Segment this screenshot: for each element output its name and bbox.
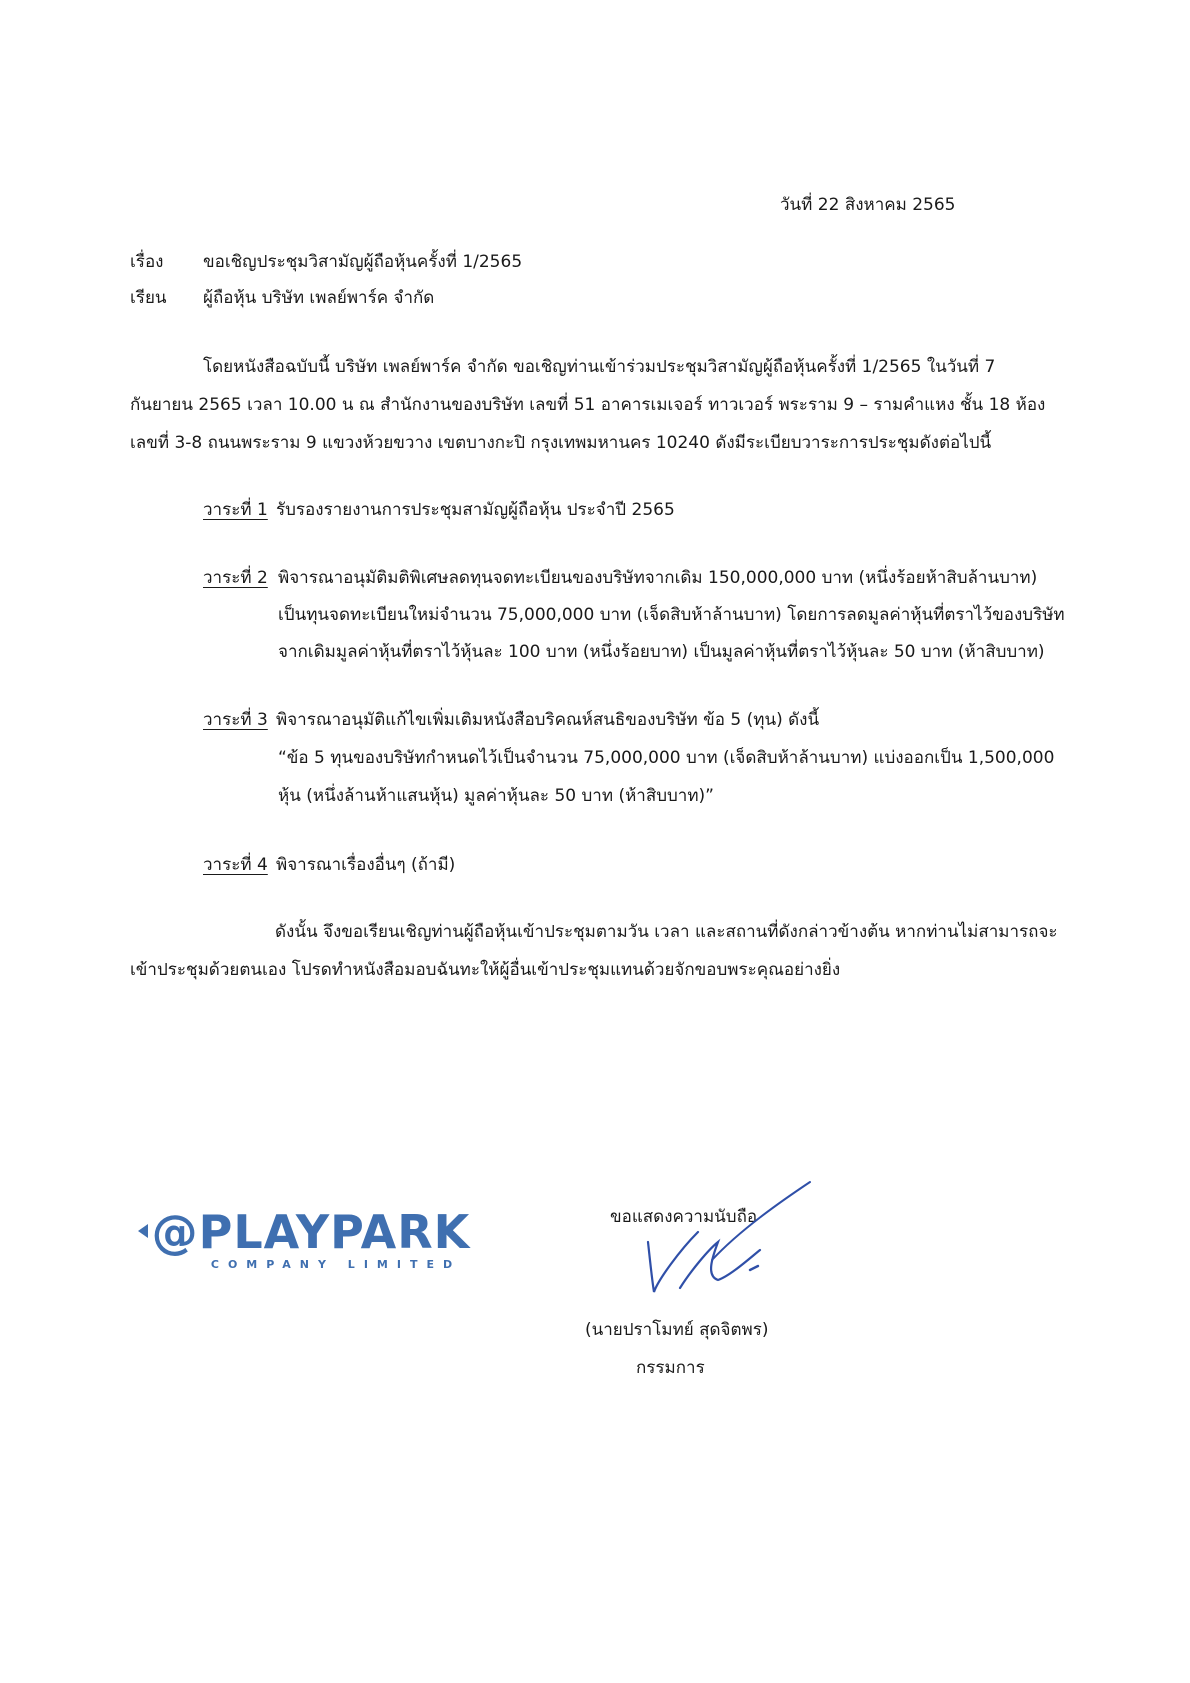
agenda-2-line-2: เป็นทุนจดทะเบียนใหม่จำนวน 75,000,000 บาท (เจ็ดสิบห้าล้านบาท) โดยการลดมูลค่าหุ้นที่ตราไว้ของบริษัท <box>278 605 1065 625</box>
agenda-1-line-1: รับรองรายงานการประชุมสามัญผู้ถือหุ้น ประจำปี 2565 <box>276 500 675 520</box>
logo-arrow-icon <box>138 1224 148 1238</box>
agenda-2-label: วาระที่ 2 <box>203 568 268 588</box>
logo-sub-text: COMPANY LIMITED <box>210 1258 462 1271</box>
agenda-3-label: วาระที่ 3 <box>203 710 268 730</box>
agenda-3-line-1: พิจารณาอนุมัติแก้ไขเพิ่มเติมหนังสือบริคณห์สนธิของบริษัท ข้อ 5 (ทุน) ดังนี้ <box>276 710 820 730</box>
letter-date: วันที่ 22 สิงหาคม 2565 <box>780 195 956 215</box>
closing-line-2: เข้าประชุมด้วยตนเอง โปรดทำหนังสือมอบฉันทะให้ผู้อื่นเข้าประชุมแทนด้วยจักขอบพระคุณอย่างยิ่ง <box>130 960 841 980</box>
subject-label: เรื่อง <box>130 252 164 272</box>
intro-line-3: เลขที่ 3-8 ถนนพระราม 9 แขวงห้วยขวาง เขตบางกะปิ กรุงเทพมหานคร 10240 ดังมีระเบียบวาระการประชุมดังต่อไปนี้ <box>130 433 992 453</box>
recipient-label: เรียน <box>130 288 167 308</box>
intro-line-1: โดยหนังสือฉบับนี้ บริษัท เพลย์พาร์ค จำกัด ขอเชิญท่านเข้าร่วมประชุมวิสามัญผู้ถือหุ้นครั้งที่ 1/2565 ในวันที่ 7 <box>203 357 996 377</box>
closing-line-1: ดังนั้น จึงขอเรียนเชิญท่านผู้ถือหุ้นเข้าประชุมตามวัน เวลา และสถานที่ดังกล่าวข้างต้น หากท่านไม่สามารถจะ <box>275 922 1058 942</box>
agenda-1-label: วาระที่ 1 <box>203 500 268 520</box>
recipient-text: ผู้ถือหุ้น บริษัท เพลย์พาร์ค จำกัด <box>203 288 435 308</box>
agenda-4-label: วาระที่ 4 <box>203 855 268 875</box>
agenda-4-line-1: พิจารณาเรื่องอื่นๆ (ถ้ามี) <box>276 855 456 875</box>
agenda-3-line-3: หุ้น (หนึ่งล้านห้าแสนหุ้น) มูลค่าหุ้นละ 50 บาท (ห้าสิบบาท)” <box>278 786 714 806</box>
agenda-2-line-3: จากเดิมมูลค่าหุ้นที่ตราไว้หุ้นละ 100 บาท (หนึ่งร้อยบาท) เป็นมูลค่าหุ้นที่ตราไว้หุ้นละ 50 บาท (ห้าสิบบาท) <box>278 642 1045 662</box>
intro-line-2: กันยายน 2565 เวลา 10.00 น ณ สำนักงานของบริษัท เลขที่ 51 อาคารเมเจอร์ ทาวเวอร์ พระราม 9 – รามคำแหง ชั้น 18 ห้อง <box>130 395 1046 415</box>
agenda-3-line-2: “ข้อ 5 ทุนของบริษัทกำหนดไว้เป็นจำนวน 75,000,000 บาท (เจ็ดสิบห้าล้านบาท) แบ่งออกเป็น 1,500,000 <box>278 748 1055 768</box>
playpark-logo <box>136 1206 486 1276</box>
subject-text: ขอเชิญประชุมวิสามัญผู้ถือหุ้นครั้งที่ 1/2565 <box>203 252 523 272</box>
agenda-2-line-1: พิจารณาอนุมัติมติพิเศษลดทุนจดทะเบียนของบริษัทจากเดิม 150,000,000 บาท (หนึ่งร้อยห้าสิบล้านบาท) <box>278 568 1038 588</box>
logo-main-text: @PLAYPARK <box>151 1206 471 1259</box>
signer-name: (นายปราโมทย์ สุดจิตพร) <box>585 1320 769 1340</box>
signature-icon <box>620 1180 820 1310</box>
signer-title: กรรมการ <box>636 1358 705 1378</box>
regards-text: ขอแสดงความนับถือ <box>610 1207 758 1227</box>
